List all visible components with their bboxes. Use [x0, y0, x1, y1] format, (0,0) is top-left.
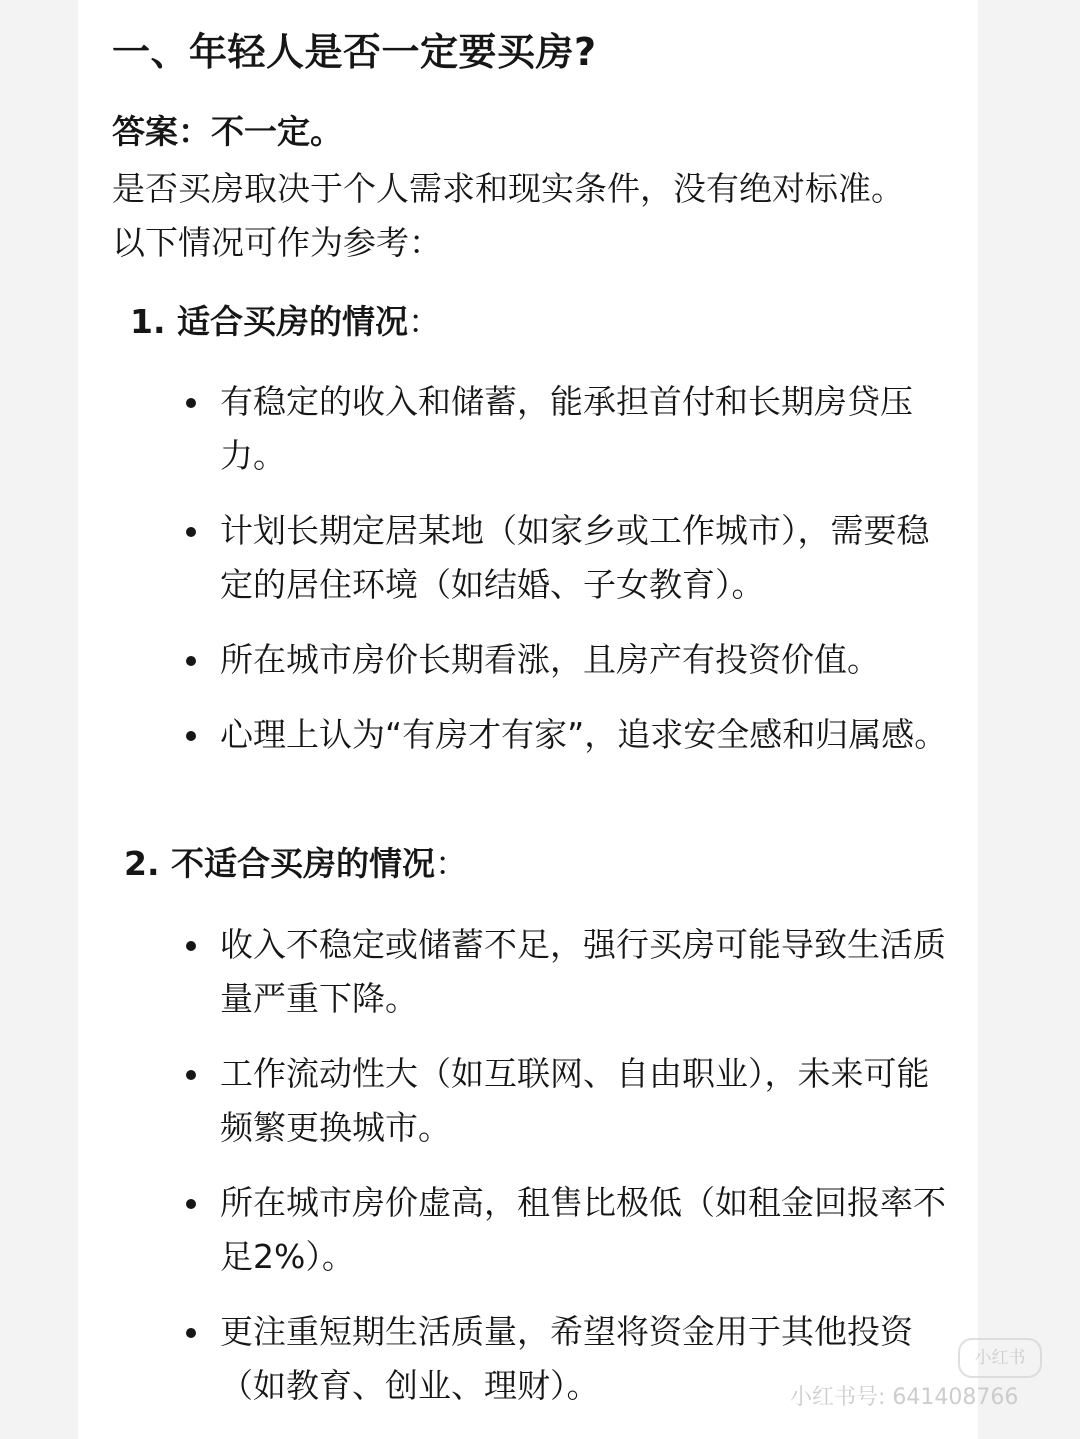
section-2-colon: ： — [435, 844, 468, 883]
bullet-dot-icon — [186, 398, 196, 408]
list-item-text: 所在城市房价虚高，租售比极低（如租金回报率不足2%）。 — [220, 1183, 946, 1276]
section-2-title-text: 2. 不适合买房的情况 — [124, 844, 435, 883]
section-heading: 一、年轻人是否一定要买房? — [112, 30, 597, 74]
bullet-dot-icon — [186, 656, 196, 666]
list-item-text: 所在城市房价长期看涨，且房产有投资价值。 — [220, 640, 880, 679]
xiaohongshu-logo-watermark: 小红书 — [958, 1338, 1042, 1378]
bullet-dot-icon — [186, 1328, 196, 1338]
list-item-text: 心理上认为“有房才有家”，追求安全感和归属感。 — [220, 715, 948, 754]
list-item-text: 计划长期定居某地（如家乡或工作城市），需要稳定的居住环境（如结婚、子女教育）。 — [220, 511, 930, 604]
list-item-text: 有稳定的收入和储蓄，能承担首付和长期房贷压力。 — [220, 382, 913, 475]
bullet-dot-icon — [186, 1070, 196, 1080]
bullet-dot-icon — [186, 941, 196, 951]
list-item-text: 更注重短期生活质量，希望将资金用于其他投资（如教育、创业、理财）。 — [220, 1312, 913, 1405]
account-id-watermark: 小红书号: 641408766 — [790, 1385, 1019, 1410]
answer-line: 答案：不一定。 — [112, 112, 343, 151]
list-item-text: 收入不稳定或储蓄不足，强行买房可能导致生活质量严重下降。 — [220, 925, 946, 1018]
section-1-colon: ： — [408, 302, 441, 341]
bullet-dot-icon — [186, 731, 196, 741]
list-item-text: 工作流动性大（如互联网、自由职业），未来可能频繁更换城市。 — [220, 1054, 930, 1147]
section-2-title — [124, 836, 468, 892]
bullet-dot-icon — [186, 527, 196, 537]
intro-paragraph: 是否买房取决于个人需求和现实条件，没有绝对标准。以下情况可作为参考： — [112, 169, 904, 262]
section-1-title-text: 1. 适合买房的情况 — [130, 302, 408, 341]
section-1-title — [130, 294, 441, 350]
bullet-dot-icon — [186, 1199, 196, 1209]
